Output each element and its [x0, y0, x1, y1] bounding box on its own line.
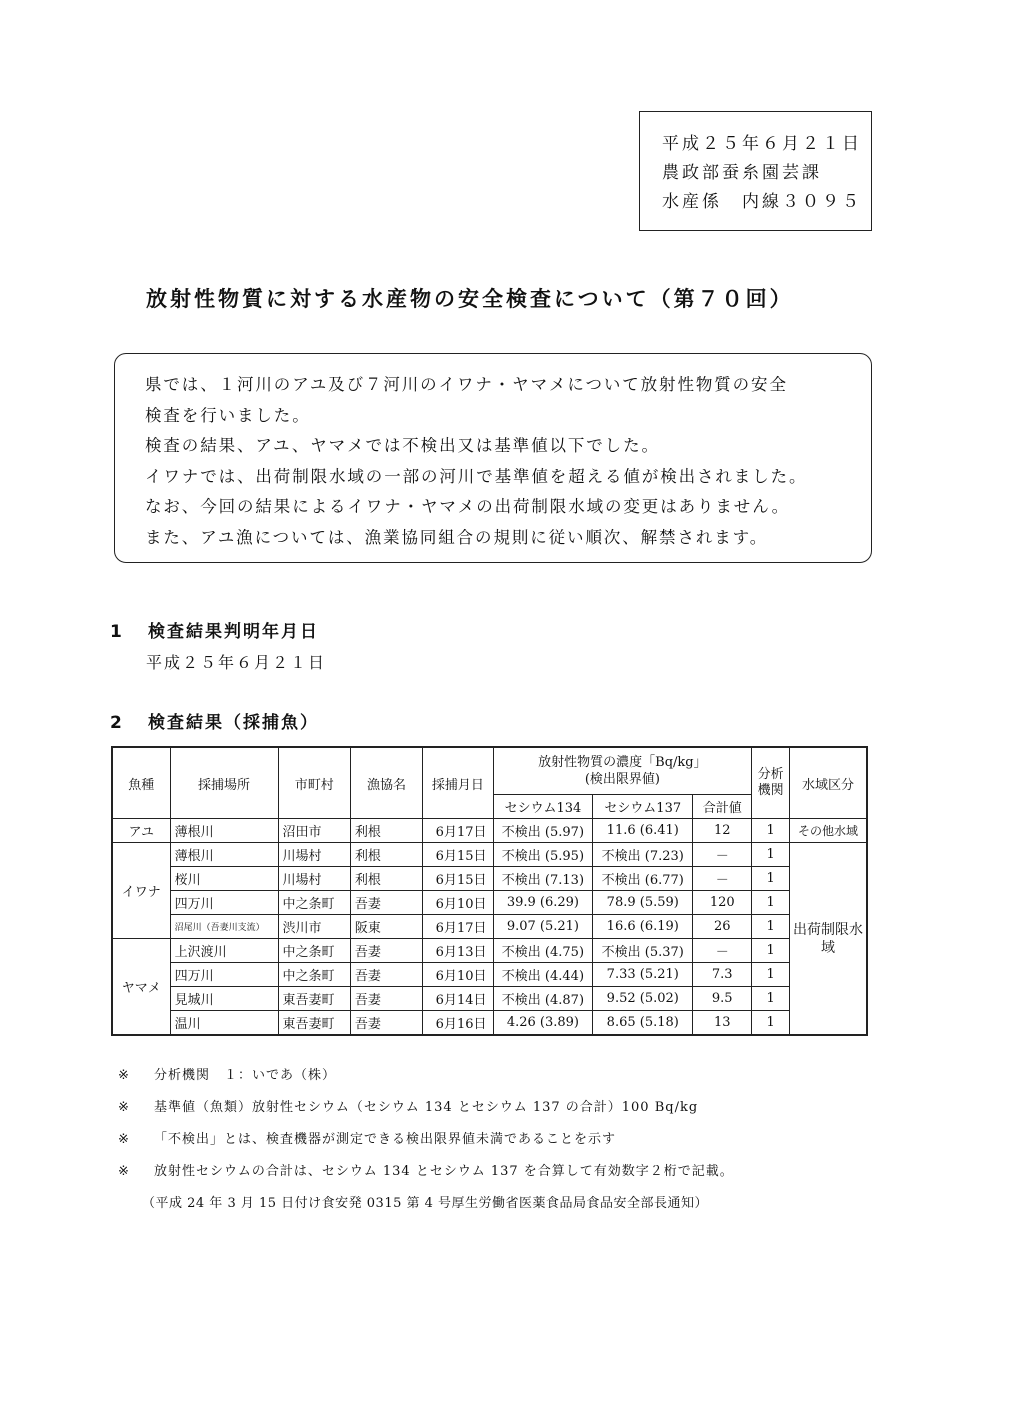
section-number: 2 [110, 713, 124, 733]
date-cell: 6月15日 [423, 867, 493, 891]
cs137-cell: 7.33 (5.21) [593, 963, 693, 987]
cs134-cell: 不検出 (5.95) [493, 843, 593, 867]
table-row [112, 867, 867, 891]
coop-cell: 吾妻 [350, 963, 422, 987]
total-cell: 120 [693, 891, 752, 915]
col-cs134: セシウム134 [493, 795, 593, 819]
note-text: 放射性セシウムの合計は、セシウム 134 とセシウム 137 を合算して有効数字２桁で記載。 [154, 1164, 734, 1179]
table-row [112, 843, 867, 867]
municipality-cell: 東吾妻町 [278, 1011, 350, 1036]
summary-line: イワナでは、出荷制限水域の一部の河川で基準値を超える値が検出されました。 [145, 466, 808, 486]
col-species: 魚種 [112, 747, 170, 819]
cs137-cell: 11.6 (6.41) [593, 819, 693, 843]
cs137-cell: 8.65 (5.18) [593, 1011, 693, 1036]
municipality-cell: 中之条町 [278, 963, 350, 987]
lab-cell: 1 [752, 963, 790, 987]
col-cs137: セシウム137 [593, 795, 693, 819]
summary-line: 検査を行いました。 [145, 405, 311, 425]
issue-date: 平成２５年６月２１日 [662, 134, 862, 154]
lab-cell: 1 [752, 819, 790, 843]
lab-cell: 1 [752, 891, 790, 915]
lab-cell: 1 [752, 867, 790, 891]
note-text: 基準値（魚類）放射性セシウム（セシウム 134 とセシウム 137 の合計）100 Bq/kg [154, 1100, 699, 1115]
note-mark: ※ [118, 1132, 130, 1147]
summary-line: なお、今回の結果によるイワナ・ヤマメの出荷制限水域の変更はありません。 [145, 497, 790, 517]
date-cell: 6月14日 [423, 987, 493, 1011]
cs134-cell: 不検出 (4.75) [493, 939, 593, 963]
lab-cell: 1 [752, 843, 790, 867]
notes [118, 1064, 734, 1211]
cs134-cell: 4.26 (3.89) [493, 1011, 593, 1036]
table-row [112, 987, 867, 1011]
col-cooperative: 漁協名 [350, 747, 422, 819]
total-cell: 26 [693, 915, 752, 939]
result-date: 平成２５年６月２１日 [146, 653, 327, 672]
col-municipality: 市町村 [278, 747, 350, 819]
municipality-cell: 中之条町 [278, 939, 350, 963]
total-cell: 9.5 [693, 987, 752, 1011]
table-row [112, 819, 867, 843]
total-cell: － [693, 843, 752, 867]
summary-line: また、アユ漁については、漁業協同組合の規則に従い順次、解禁されます。 [145, 527, 769, 547]
total-cell: 12 [693, 819, 752, 843]
summary-box [114, 353, 872, 563]
location-cell: 上沢渡川 [170, 939, 278, 963]
cs137-cell: 9.52 (5.02) [593, 987, 693, 1011]
note-text: 「不検出」とは、検査機器が測定できる検出限界値未満であることを示す [154, 1132, 617, 1147]
document-title: 放射性物質に対する水産物の安全検査について（第７０回） [146, 287, 794, 311]
species-cell: ヤマメ [112, 939, 170, 1036]
col-concentration [493, 747, 752, 795]
lab-cell: 1 [752, 1011, 790, 1036]
location-cell: 四万川 [170, 963, 278, 987]
total-cell: 13 [693, 1011, 752, 1036]
note-text: 分析機関 １：いであ（株） [154, 1068, 337, 1083]
municipality-cell: 中之条町 [278, 891, 350, 915]
municipality-cell: 渋川市 [278, 915, 350, 939]
table-row [112, 963, 867, 987]
date-cell: 6月15日 [423, 843, 493, 867]
note-item [118, 1096, 734, 1128]
cs137-cell: 不検出 (7.23) [593, 843, 693, 867]
cs134-cell: 不検出 (7.13) [493, 867, 593, 891]
cs134-cell: 9.07 (5.21) [493, 915, 593, 939]
municipality-cell: 沼田市 [278, 819, 350, 843]
total-cell: 7.3 [693, 963, 752, 987]
section-title: 検査結果判明年月日 [148, 622, 319, 642]
lab-cell: 1 [752, 939, 790, 963]
table-row [112, 915, 867, 939]
municipality-cell: 川場村 [278, 843, 350, 867]
species-cell: アユ [112, 819, 170, 843]
col-date: 採捕月日 [423, 747, 493, 819]
cs137-cell: 16.6 (6.19) [593, 915, 693, 939]
section-1-heading [110, 617, 319, 642]
header-row [112, 747, 867, 795]
concentration-title: 放射性物質の濃度「Bq/kg」 [538, 755, 707, 770]
date-cell: 6月17日 [423, 819, 493, 843]
location-cell: 沼尾川（吾妻川支流） [170, 915, 278, 939]
contact: 水産係 内線３０９５ [662, 192, 862, 212]
total-cell: － [693, 867, 752, 891]
coop-cell: 吾妻 [350, 891, 422, 915]
location-cell: 四万川 [170, 891, 278, 915]
coop-cell: 吾妻 [350, 1011, 422, 1036]
note-item [118, 1128, 734, 1160]
species-cell: イワナ [112, 843, 170, 939]
cs134-cell: 39.9 (6.29) [493, 891, 593, 915]
note-mark: ※ [118, 1100, 130, 1115]
col-lab: 分析機関 [752, 747, 790, 819]
table-row [112, 1011, 867, 1036]
cs134-cell: 不検出 (4.44) [493, 963, 593, 987]
note-reference: （平成 24 年 3 月 15 日付け食安発 0315 第 4 号厚生労働省医薬食品局食品安全部長通知） [142, 1196, 709, 1211]
coop-cell: 利根 [350, 843, 422, 867]
coop-cell: 利根 [350, 867, 422, 891]
total-cell: － [693, 939, 752, 963]
date-cell: 6月10日 [423, 963, 493, 987]
municipality-cell: 東吾妻町 [278, 987, 350, 1011]
lab-cell: 1 [752, 915, 790, 939]
note-mark: ※ [118, 1068, 130, 1083]
note-mark: ※ [118, 1164, 130, 1179]
table-row [112, 939, 867, 963]
col-zone: 水域区分 [790, 747, 868, 819]
summary-line: 検査の結果、アユ、ヤマメでは不検出又は基準値以下でした。 [145, 436, 660, 456]
note-item [118, 1064, 734, 1096]
cs134-cell: 不検出 (5.97) [493, 819, 593, 843]
col-location: 採捕場所 [170, 747, 278, 819]
cs137-cell: 78.9 (5.59) [593, 891, 693, 915]
summary-line: 県では、１河川のアユ及び７河川のイワナ・ヤマメについて放射性物質の安全 [145, 375, 788, 394]
zone-cell: その他水域 [790, 819, 868, 843]
coop-cell: 吾妻 [350, 939, 422, 963]
location-cell: 見城川 [170, 987, 278, 1011]
concentration-subtitle: (検出限界値) [584, 772, 660, 787]
note-item [118, 1160, 734, 1192]
municipality-cell: 川場村 [278, 867, 350, 891]
department: 農政部蚕糸園芸課 [662, 163, 822, 183]
cs134-cell: 不検出 (4.87) [493, 987, 593, 1011]
date-cell: 6月16日 [423, 1011, 493, 1036]
section-title: 検査結果（採捕魚） [148, 713, 319, 733]
coop-cell: 阪東 [350, 915, 422, 939]
col-total: 合計値 [693, 795, 752, 819]
location-cell: 薄根川 [170, 843, 278, 867]
date-cell: 6月13日 [423, 939, 493, 963]
zone-cell-restricted: 出荷制限水域 [790, 843, 868, 1036]
coop-cell: 吾妻 [350, 987, 422, 1011]
location-cell: 薄根川 [170, 819, 278, 843]
table-row [112, 891, 867, 915]
section-number: 1 [110, 622, 124, 642]
lab-cell: 1 [752, 987, 790, 1011]
section-2-heading [110, 708, 319, 733]
location-cell: 温川 [170, 1011, 278, 1036]
cs137-cell: 不検出 (5.37) [593, 939, 693, 963]
date-cell: 6月10日 [423, 891, 493, 915]
cs137-cell: 不検出 (6.77) [593, 867, 693, 891]
date-cell: 6月17日 [423, 915, 493, 939]
header-box [639, 111, 872, 231]
location-cell: 桜川 [170, 867, 278, 891]
coop-cell: 利根 [350, 819, 422, 843]
results-table [111, 746, 868, 1036]
